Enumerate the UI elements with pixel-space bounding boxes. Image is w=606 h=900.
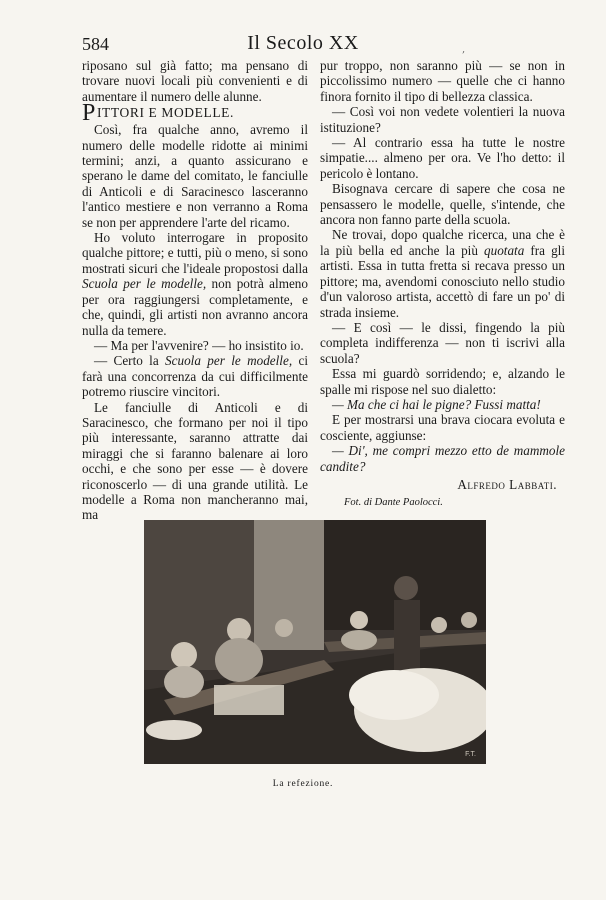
figure-caption: La refezione. bbox=[272, 779, 334, 789]
author-signature: Alfredo Labbati. bbox=[457, 476, 557, 492]
dialect-quote: — Ma che ci hai le pigne? Fussi matta! bbox=[332, 396, 541, 412]
paragraph: Bisognava cercare di sapere che cosa ne pensassero le modelle, quelle, s'intende, che ancora non fanno parte della scuola. bbox=[320, 181, 565, 228]
text-run: non potrà almeno per ora raggiungersi completamente, e che, quindi, gli artisti non avranno ancora nulla da temere. bbox=[82, 276, 308, 338]
text-run: fra gli artisti. Essa in tutta fretta si recava presso un pittore; ma, avendomi conosciuto nello studio d'un valoroso artista, accettò di fare un po' di strada insieme. bbox=[320, 242, 565, 320]
text-run: Ho voluto interrogare in proposito qualche pittore; e tutti, più o meno, si sono mostrati sicuri che l'ideale propostosi dalla bbox=[82, 230, 308, 276]
text-run: Ne trovai, dopo qualche ricerca, una che è la più bella ed anche la più bbox=[320, 227, 565, 258]
paragraph: Così, fra qualche anno, avremo il numero delle modelle ridotte ai minimi termini; anzi, a quanto assicurano e sperano le dame del comitato, le fanciulle di Anticoli e di Saracinesco lasceranno l'antico mestiere e non verranno a Roma se non per apprendere l'arte del ricamo. bbox=[82, 122, 308, 230]
paragraph: E per mostrarsi una brava ciocara evoluta e cosciente, aggiunse: bbox=[320, 412, 565, 443]
paragraph: — Al contrario essa ha tutte le nostre simpatie.... almeno per ora. Ve l'ho detto: il pericolo è lontano. bbox=[320, 135, 565, 181]
page-number: 584 bbox=[82, 34, 109, 54]
section-title-rest: ITTORI E MODELLE. bbox=[96, 105, 235, 121]
paragraph: pur troppo, non saranno più — se non in piccolissimo numero — quelle che ci hanno finora fornito il tipo di bellezza classica. bbox=[320, 58, 565, 104]
print-mark: , bbox=[462, 44, 466, 55]
italic-run: quotata bbox=[484, 242, 525, 258]
paragraph: Le fanciulle di Anticoli e di Saracinesco, che formano per noi il tipo più interessante, saranno attratte dai miraggi che si faranno balenare ai loro occhi, e che sono per esse — è dovere riconoscerlo — di una grande utilità. Le modelle a Roma non mancheranno mai, ma bbox=[82, 399, 308, 523]
refectory-scene-illustration bbox=[144, 520, 486, 764]
left-column bbox=[82, 58, 308, 523]
paragraph: — E così — le dissi, fingendo la più completa indifferenza — non ti iscrivi alla scuola? bbox=[320, 319, 565, 366]
italic-run: Scuola per le modelle, bbox=[165, 353, 293, 369]
paragraph bbox=[82, 353, 308, 399]
photographer-initials: F.T. bbox=[465, 751, 476, 758]
text-run: ci farà una concorrenza da cui difficilmente potremo riuscire vincitori. bbox=[82, 353, 308, 400]
intro-paragraph: riposano sul già fatto; ma pensano di trovare nuovi locali più convenienti e di aumentare il numero delle alunne. bbox=[82, 58, 308, 104]
figure-photo bbox=[144, 520, 486, 764]
section-heading bbox=[82, 100, 308, 127]
text-run: — Certo la bbox=[94, 353, 166, 369]
italic-run: Scuola per le modelle, bbox=[82, 276, 207, 292]
running-title: Il Secolo XX bbox=[247, 32, 359, 54]
paragraph: — Così voi non vedete volentieri la nuova istituzione? bbox=[320, 104, 565, 135]
paragraph bbox=[320, 227, 565, 319]
section-initial: P bbox=[82, 100, 96, 127]
dialect-quote: — Di', me compri mezzo etto de mammole candite? bbox=[320, 443, 565, 474]
paragraph: Essa mi guardò sorridendo; e, alzando le spalle mi rispose nel suo dialetto: bbox=[320, 366, 565, 397]
photo-credit: Fot. di Dante Paolocci. bbox=[344, 497, 443, 509]
paragraph bbox=[82, 230, 308, 338]
paragraph: — Ma per l'avvenire? — ho insistito io. bbox=[94, 337, 304, 353]
right-column bbox=[320, 58, 565, 511]
